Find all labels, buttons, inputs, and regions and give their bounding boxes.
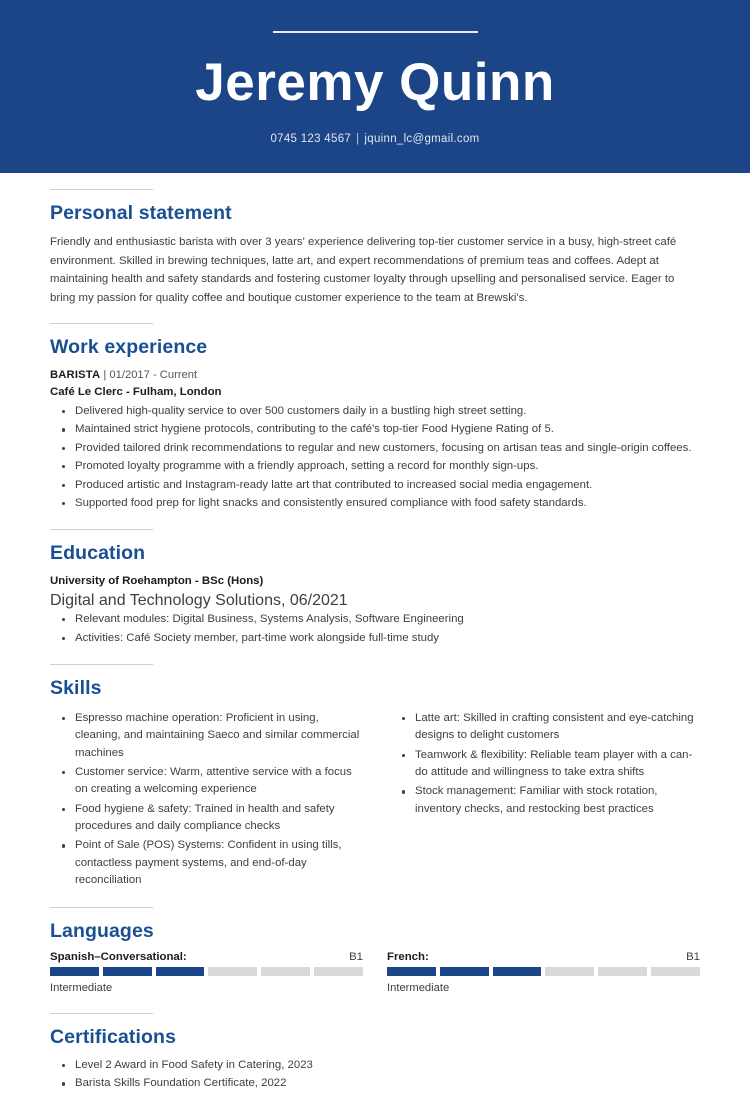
section-work-experience [50, 307, 700, 512]
language-proficiency-bar [50, 967, 363, 976]
list-item: Level 2 Award in Food Safety in Catering, 2023 [75, 1057, 700, 1074]
section-divider [50, 1013, 153, 1014]
proficiency-segment [103, 967, 152, 976]
skills-list-right [390, 710, 700, 818]
section-divider [50, 907, 153, 908]
section-title-certifications: Certifications [50, 1025, 177, 1048]
proficiency-segment [440, 967, 489, 976]
education-bullets [50, 611, 700, 647]
proficiency-segment [387, 967, 436, 976]
proficiency-segment [314, 967, 363, 976]
job-role-line [50, 367, 700, 384]
list-item: Stock management: Familiar with stock rotation, inventory checks, and restocking best practices [415, 783, 700, 818]
list-item: Produced artistic and Instagram-ready latte art that contributed to increased social media engagement. [75, 477, 700, 494]
phone-number: 0745 123 4567 [270, 132, 352, 145]
section-personal-statement [50, 173, 700, 307]
education-programme: Digital and Technology Solutions, 06/2021 [50, 592, 348, 610]
work-experience-bullets [50, 403, 700, 513]
language-entry-french [387, 951, 700, 997]
section-title-skills: Skills [50, 676, 102, 699]
list-item: Barista Skills Foundation Certificate, 2022 [75, 1075, 700, 1092]
proficiency-segment [545, 967, 594, 976]
resume-body [0, 173, 750, 1093]
proficiency-segment [208, 967, 257, 976]
skills-columns [50, 708, 700, 891]
proficiency-segment [598, 967, 647, 976]
contact-separator: | [356, 132, 360, 145]
proficiency-segment [651, 967, 700, 976]
list-item: Food hygiene & safety: Trained in health and safety procedures and daily compliance checks [75, 801, 360, 836]
list-item: Provided tailored drink recommendations to regular and new customers, focusing on artisan teas and single-origin coffees. [75, 440, 700, 457]
candidate-name: Jeremy Quinn [195, 53, 555, 112]
section-title-education: Education [50, 542, 146, 565]
section-certifications [50, 997, 700, 1093]
section-education [50, 513, 700, 647]
section-title-work-experience: Work experience [50, 336, 208, 359]
section-title-languages: Languages [50, 920, 154, 943]
education-institution: University of Roehampton - BSc (Hons) [50, 575, 264, 588]
section-languages [50, 891, 700, 997]
email-address: jquinn_lc@gmail.com [364, 132, 480, 145]
language-header [387, 951, 700, 963]
list-item: Supported food prep for light snacks and consistently ensured compliance with food safety standards. [75, 495, 700, 512]
proficiency-segment [50, 967, 99, 976]
list-item: Relevant modules: Digital Business, Systems Analysis, Software Engineering [75, 611, 700, 628]
language-name: French: [387, 951, 429, 964]
language-note: Intermediate [387, 982, 450, 995]
list-item: Espresso machine operation: Proficient in using, cleaning, and maintaining Saeco and similar commercial machines [75, 710, 360, 762]
list-item: Point of Sale (POS) Systems: Confident in using tills, contactless payment systems, and end-of-day reconciliation [75, 837, 360, 889]
languages-columns [50, 951, 700, 997]
language-entry-spanish [50, 951, 363, 997]
skills-column-left [50, 708, 360, 891]
list-item: Latte art: Skilled in crafting consistent and eye-catching designs to delight customers [415, 710, 700, 745]
language-level-code: B1 [349, 951, 363, 964]
list-item: Activities: Café Society member, part-time work alongside full-time study [75, 630, 700, 647]
section-divider [50, 189, 153, 190]
language-header [50, 951, 363, 963]
job-company: Café Le Clerc - Fulham, London [50, 386, 222, 399]
job-dates: | 01/2017 - Current [103, 369, 198, 382]
list-item: Delivered high-quality service to over 500 customers daily in a bustling high street setting. [75, 403, 700, 420]
skills-column-right [390, 708, 700, 891]
list-item: Customer service: Warm, attentive service with a focus on creating a welcoming experience [75, 764, 360, 799]
header-divider [273, 31, 478, 33]
list-item: Promoted loyalty programme with a friendly approach, setting a record for monthly sign-ups. [75, 458, 700, 475]
language-level-code: B1 [686, 951, 700, 964]
section-divider [50, 529, 153, 530]
language-note: Intermediate [50, 982, 113, 995]
skills-list-left [50, 710, 360, 889]
section-divider [50, 664, 153, 665]
proficiency-segment [493, 967, 542, 976]
language-proficiency-bar [387, 967, 700, 976]
job-role: BARISTA [50, 369, 101, 382]
certifications-list [50, 1057, 700, 1093]
list-item: Teamwork & flexibility: Reliable team player with a can-do attitude and willingness to take extra shifts [415, 747, 700, 782]
list-item: Maintained strict hygiene protocols, contributing to the café's top-tier Food Hygiene Rating of 5. [75, 421, 700, 438]
section-divider [50, 323, 153, 324]
section-title-personal-statement: Personal statement [50, 202, 232, 224]
personal-statement-text: Friendly and enthusiastic barista with over 3 years' experience delivering top-tier customer service in a busy, high-street café environment. Skilled in brewing techniques, latte art, and expert recommendations of premium teas and coffees. Adept at maintaining health and safety standards and fostering customer loyalty through upselling and personalised service. Eager to bring my passion for quality coffee and boutique customer experience to the team at Brewski's. [50, 236, 677, 304]
language-name: Spanish–Conversational: [50, 951, 187, 964]
section-skills [50, 648, 700, 891]
contact-line [0, 133, 750, 145]
proficiency-segment [261, 967, 310, 976]
resume-header [0, 0, 750, 173]
proficiency-segment [156, 967, 205, 976]
